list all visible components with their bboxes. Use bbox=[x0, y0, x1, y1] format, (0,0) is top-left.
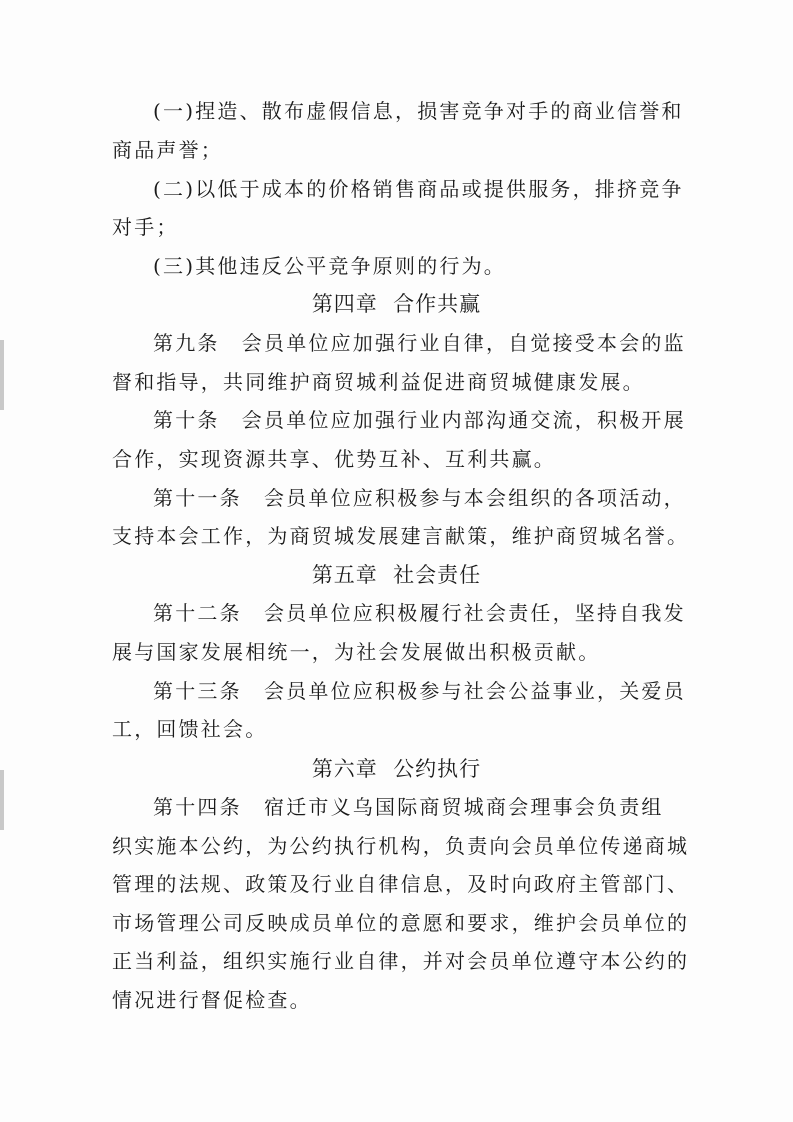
paragraph-line: 对手； bbox=[112, 215, 179, 239]
chapter-heading: 第五章 社会责任 bbox=[311, 563, 482, 587]
article-line: 第十条 会员单位应加强行业内部沟通交流，积极开展 bbox=[153, 408, 686, 432]
article-line: 第十一条 会员单位应积极参与本会组织的各项活动， bbox=[153, 486, 686, 510]
chapter-heading: 第四章 合作共赢 bbox=[311, 292, 482, 316]
paragraph-line: (一)捏造、散布虚假信息，损害竞争对手的商业信誉和 bbox=[153, 99, 684, 123]
paragraph-line: 展与国家发展相统一，为社会发展做出积极贡献。 bbox=[112, 640, 601, 664]
paragraph-line: 情况进行督促检查。 bbox=[112, 988, 312, 1012]
paragraph-line: 市场管理公司反映成员单位的意愿和要求，维护会员单位的 bbox=[112, 911, 690, 935]
paragraph-line: 管理的法规、政策及行业自律信息，及时向政府主管部门、 bbox=[112, 872, 690, 896]
chapter-heading: 第六章 公约执行 bbox=[311, 757, 482, 781]
paragraph-line: 正当利益，组织实施行业自律，并对会员单位遵守本公约的 bbox=[112, 949, 690, 973]
scan-edge-mark bbox=[0, 340, 4, 410]
paragraph-line: 督和指导，共同维护商贸城利益促进商贸城健康发展。 bbox=[112, 370, 645, 394]
article-line: 第十三条 会员单位应积极参与社会公益事业，关爱员 bbox=[153, 679, 686, 703]
paragraph-line: (三)其他违反公平竞争原则的行为。 bbox=[153, 254, 507, 278]
article-line: 第十四条 宿迁市义乌国际商贸城商会理事会负责组 bbox=[153, 795, 664, 819]
article-line: 第九条 会员单位应加强行业自律，自觉接受本会的监 bbox=[153, 331, 686, 355]
scan-edge-mark bbox=[0, 770, 4, 830]
paragraph-line: 合作，实现资源共享、优势互补、互利共赢。 bbox=[112, 447, 556, 471]
paragraph-line: 工，回馈社会。 bbox=[112, 717, 268, 741]
paragraph-line: 支持本会工作，为商贸城发展建言献策，维护商贸城名誉。 bbox=[112, 524, 690, 548]
article-line: 第十二条 会员单位应积极履行社会责任，坚持自我发 bbox=[153, 601, 686, 625]
paragraph-line: 织实施本公约，为公约执行机构，负责向会员单位传递商城 bbox=[112, 834, 690, 858]
paragraph-line: (二)以低于成本的价格销售商品或提供服务，排挤竞争 bbox=[153, 177, 684, 201]
paragraph-line: 商品声誉； bbox=[112, 138, 223, 162]
